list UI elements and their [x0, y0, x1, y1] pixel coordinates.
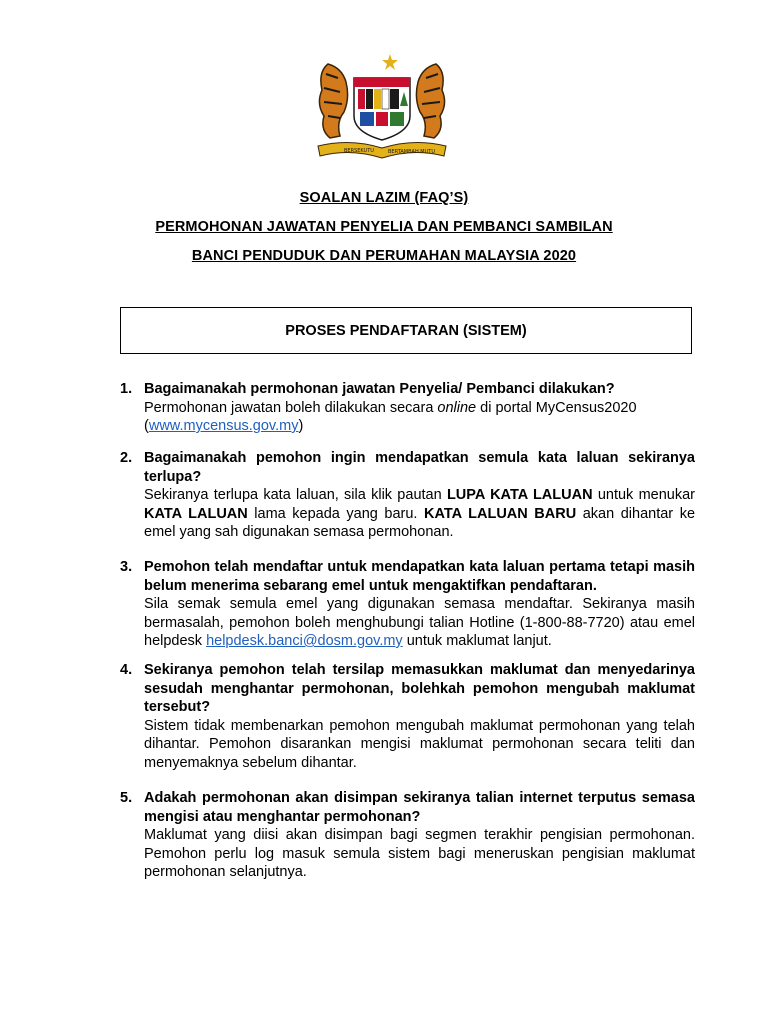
- faq-number: 2.: [120, 450, 133, 466]
- answer-text: Sila semak semula emel yang digunakan semasa mendaftar. Sekiranya masih bermasalah, pemohon boleh menghubungi talian Hotline (1-800-88-7720) atau emel helpdesk: [144, 596, 695, 649]
- answer-bold: KATA LALUAN BARU: [424, 505, 577, 522]
- crest-motto-right: BERTAMBAH MUTU: [388, 149, 435, 155]
- answer-text: lama kepada yang baru.: [247, 505, 424, 522]
- faq-number: 3.: [120, 559, 133, 575]
- mycensus-link[interactable]: www.mycensus.gov.my: [148, 418, 299, 434]
- helpdesk-email-link[interactable]: helpdesk.banci@dosm.gov.my: [206, 633, 403, 649]
- faq-question: Sekiranya pemohon telah tersilap memasukkan maklumat dan menyedarinya sesudah menghantar permohonan, bolehkah pemohon mengubah maklumat tersebut?: [144, 662, 695, 715]
- faq-question: Adakah permohonan akan disimpan sekiranya talian internet terputus semasa mengisi atau menghantar permohonan?: [144, 790, 695, 825]
- answer-bold: KATA LALUAN: [144, 505, 248, 522]
- faq-title: SOALAN LAZIM (FAQ’S): [299, 190, 469, 206]
- answer-bold: LUPA KATA LALUAN: [446, 487, 593, 503]
- faq-question: Bagaimanakah pemohon ingin mendapatkan semula kata laluan sekiranya terlupa?: [144, 450, 695, 485]
- faq-answer: [144, 399, 695, 436]
- faq-question: Bagaimanakah permohonan jawatan Penyelia/ Pembanci dilakukan?: [144, 381, 615, 397]
- faq-number: 5.: [120, 790, 133, 806]
- faq-item-3: [120, 558, 695, 651]
- answer-text: (: [144, 418, 149, 434]
- answer-text: Permohonan jawatan boleh dilakukan secara: [144, 399, 438, 416]
- crest-motto-left: BERSEKUTU: [344, 148, 374, 154]
- faq-item-4: [120, 661, 695, 772]
- faq-answer: [144, 486, 695, 542]
- section-title: PROSES PENDAFTARAN (SISTEM): [285, 322, 527, 339]
- faq-answer: Maklumat yang diisi akan disimpan bagi segmen terakhir pengisian permohonan. Pemohon perlu log masuk semula sistem bagi meneruskan pengisian maklumat permohonan selanjutnya.: [144, 827, 695, 880]
- faq-item-2: [120, 449, 695, 542]
- faq-number: 1.: [120, 381, 133, 397]
- coat-of-arms-logo: [310, 52, 454, 160]
- faq-number: 4.: [120, 662, 133, 678]
- faq-answer: [144, 595, 695, 651]
- answer-text: akan dihantar ke emel yang sah digunakan semasa permohonan.: [144, 505, 696, 540]
- answer-text: untuk maklumat lanjut.: [402, 633, 552, 649]
- census-title: BANCI PENDUDUK DAN PERUMAHAN MALAYSIA 2020: [191, 248, 577, 264]
- document-titles: [0, 188, 768, 275]
- faq-question: Pemohon telah mendaftar untuk mendapatkan kata laluan pertama tetapi masih belum menerima sebarang emel untuk mengaktifkan pendaftaran.: [144, 559, 695, 594]
- answer-text: di portal MyCensus2020: [476, 399, 637, 416]
- answer-text: ): [298, 418, 304, 434]
- faq-item-1: [120, 380, 695, 436]
- document-subtitle: PERMOHONAN JAWATAN PENYELIA DAN PEMBANCI SAMBILAN: [155, 219, 613, 235]
- answer-emphasis: online: [437, 399, 477, 416]
- answer-text: Sekiranya terlupa kata laluan, sila klik pautan: [144, 487, 447, 503]
- faq-answer: Sistem tidak membenarkan pemohon mengubah maklumat permohonan yang telah dihantar. Pemohon disarankan mengisi maklumat permohonan secara teliti dan menyemaknya sebelum dihantar.: [144, 717, 695, 771]
- faq-item-5: [120, 789, 695, 882]
- section-header: [120, 307, 692, 354]
- answer-text: untuk menukar: [592, 487, 695, 503]
